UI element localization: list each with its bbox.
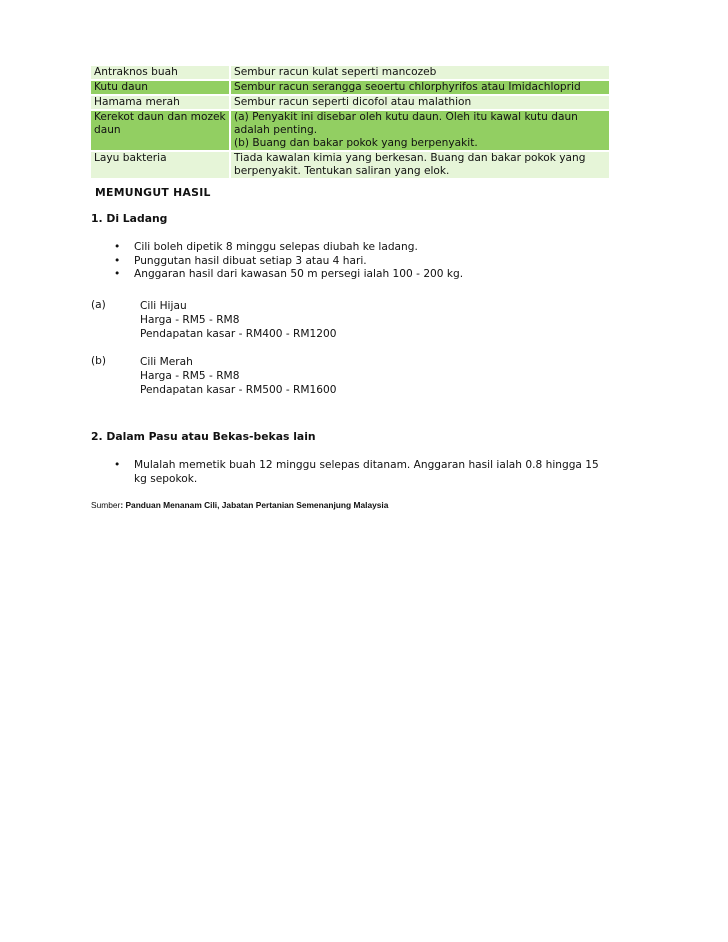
disease-cell: Layu bakteria [91,152,229,178]
table-row [91,96,609,109]
table-row [91,66,609,79]
item-price: Harga - RM5 - RM8 [140,370,240,382]
item-income: Pendapatan kasar - RM400 - RM1200 [140,328,337,340]
table-row [91,111,609,150]
control-cell: Sembur racun kulat seperti mancozeb [229,66,609,79]
bullet-icon: • [114,241,121,253]
list-item: • Anggaran hasil dari kawasan 50 m persegi ialah 100 - 200 kg. [114,268,464,281]
item-name: Cili Hijau [140,300,187,312]
harvest-heading: MEMUNGUT HASIL [95,186,211,199]
disease-cell: Hamama merah [91,96,229,109]
bullet-icon: • [114,254,121,267]
list-item: • Mulalah memetik buah 12 minggu selepas ditanam. Anggaran hasil ialah 0.8 hingga 15 kg sepokok. [114,459,599,485]
disease-cell: Antraknos buah [91,66,229,79]
bullet-icon: • [114,268,121,281]
item-a-label: (a) [91,299,106,311]
section-2-title: 2. Dalam Pasu atau Bekas-bekas lain [91,430,316,443]
section-1-bullet-list [114,241,614,282]
item-price: Harga - RM5 - RM8 [140,314,240,326]
pest-control-table [91,64,609,180]
item-a-details [140,299,337,341]
source-citation [91,500,388,510]
section-1-title: 1. Di Ladang [91,212,168,225]
list-item: • Punggutan hasil dibuat setiap 3 atau 4 hari. [114,254,367,267]
table-row [91,81,609,94]
source-text: : Panduan Menanam Cili, Jabatan Pertanian Semenanjung Malaysia [120,500,389,510]
control-cell: Sembur racun seperti dicofol atau malathion [229,96,609,109]
disease-cell: Kutu daun [91,81,229,94]
bullet-icon: • [114,459,121,471]
item-b-label: (b) [91,355,106,367]
control-line: (b) Buang dan bakar pokok yang berpenyakit. [234,137,478,149]
control-cell: Tiada kawalan kimia yang berkesan. Buang dan bakar pokok yang berpenyakit. Tentukan saliran yang elok. [229,152,609,178]
section-2-bullet-list [114,459,614,486]
item-income: Pendapatan kasar - RM500 - RM1600 [140,384,337,396]
source-prefix: Sumber [91,500,121,510]
control-cell: Sembur racun serangga seoertu chlorphyrifos atau Imidachloprid [229,81,609,94]
disease-cell: Kerekot daun dan mozek daun [91,111,229,150]
table-row [91,152,609,178]
list-item: • Cili boleh dipetik 8 minggu selepas diubah ke ladang. [114,241,418,253]
control-cell [229,111,609,150]
item-name: Cili Merah [140,356,193,368]
item-b-details [140,355,337,397]
control-line: (a) Penyakit ini disebar oleh kutu daun. Oleh itu kawal kutu daun adalah penting. [234,111,578,136]
